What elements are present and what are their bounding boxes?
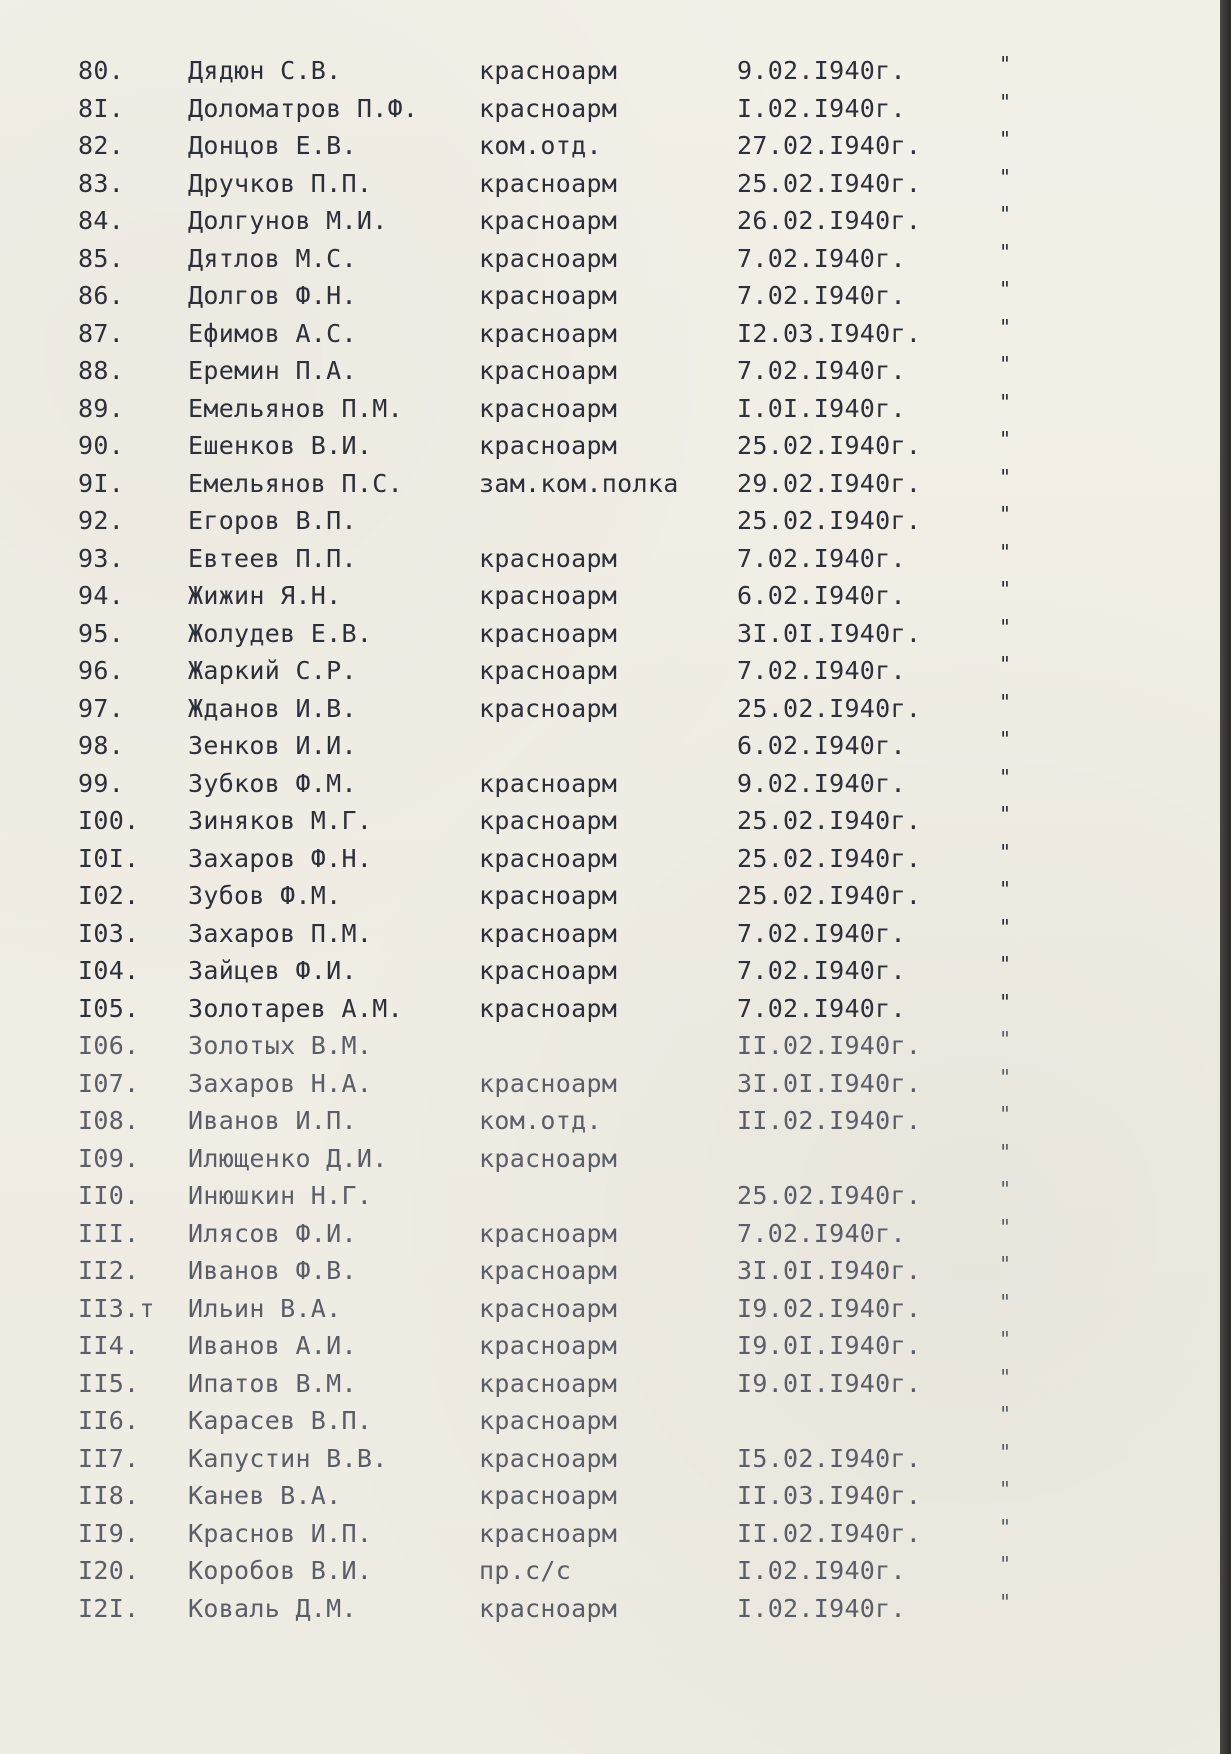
person-name: Дятлов М.С. — [188, 243, 357, 273]
person-rank: красноарм — [479, 956, 618, 985]
ditto-mark: " — [999, 952, 1012, 976]
row-number: II6. — [78, 1406, 140, 1435]
ditto-mark: " — [999, 839, 1012, 864]
row-number: I00. — [78, 806, 140, 835]
row-number: 87. — [78, 318, 125, 348]
ditto-mark: " — [999, 577, 1012, 601]
row-number: 84. — [78, 206, 125, 235]
list-row — [0, 202, 1220, 240]
person-rank: красноарм — [479, 1256, 618, 1285]
list-row — [0, 1215, 1220, 1253]
person-name: Карасев В.П. — [188, 1406, 373, 1435]
row-number: I03. — [78, 918, 140, 948]
ditto-mark: " — [999, 202, 1012, 226]
person-rank: красноарм — [479, 318, 618, 348]
event-date: II.02.I940г. — [737, 1106, 922, 1135]
person-rank: красноарм — [479, 1518, 618, 1548]
person-rank: красноарм — [479, 693, 618, 723]
ditto-mark: " — [999, 802, 1012, 826]
list-row — [0, 615, 1220, 653]
person-name: Золотых В.М. — [188, 1031, 373, 1060]
event-date: I5.02.I940г. — [737, 1443, 922, 1473]
person-name: Захаров Ф.Н. — [188, 843, 373, 873]
event-date: 29.02.I940г. — [737, 468, 922, 498]
row-number: 83. — [78, 168, 125, 198]
list-row — [0, 427, 1220, 465]
ditto-mark: " — [999, 464, 1012, 489]
person-name: Доломатров П.Ф. — [188, 93, 419, 123]
ditto-mark: " — [999, 1252, 1012, 1276]
row-number: 98. — [78, 731, 125, 760]
person-name: Илющенко Д.И. — [188, 1143, 388, 1173]
person-rank: красноарм — [479, 281, 618, 310]
event-date: I9.0I.I940г. — [737, 1331, 922, 1360]
list-row — [0, 352, 1220, 390]
list-row — [0, 1102, 1220, 1140]
event-date: 27.02.I940г. — [737, 131, 922, 160]
event-date: 7.02.I940г. — [737, 543, 906, 573]
row-number: I06. — [78, 1031, 140, 1060]
list-row — [0, 52, 1220, 90]
list-row — [0, 690, 1220, 728]
person-rank: красноарм — [479, 843, 618, 873]
list-row — [0, 1515, 1220, 1553]
ditto-mark: " — [999, 1552, 1012, 1576]
ditto-mark: " — [999, 239, 1012, 264]
person-name: Егоров В.П. — [188, 506, 357, 535]
ditto-mark: " — [999, 52, 1012, 76]
person-name: Золотарев А.М. — [188, 993, 403, 1023]
list-row — [0, 840, 1220, 878]
event-date: I.02.I940г. — [737, 1593, 906, 1623]
row-number: 89. — [78, 393, 125, 423]
ditto-mark: " — [999, 1139, 1012, 1164]
event-date: 7.02.I940г. — [737, 993, 906, 1023]
list-row — [0, 1252, 1220, 1290]
event-date: 7.02.I940г. — [737, 956, 906, 985]
person-rank: красноарм — [479, 543, 618, 573]
event-date: I.02.I940г. — [737, 93, 906, 123]
list-row — [0, 727, 1220, 765]
row-number: 95. — [78, 618, 125, 648]
person-rank: красноарм — [479, 1331, 618, 1360]
row-number: II2. — [78, 1256, 140, 1285]
person-name: Дядюн С.В. — [188, 56, 342, 85]
row-number: 92. — [78, 506, 125, 535]
person-name: Инюшкин Н.Г. — [188, 1181, 373, 1210]
ditto-mark: " — [999, 1327, 1012, 1351]
ditto-mark: " — [999, 877, 1012, 901]
ditto-mark: " — [999, 164, 1012, 189]
list-row — [0, 802, 1220, 840]
event-date: 7.02.I940г. — [737, 1218, 906, 1248]
page-edge-shadow — [1220, 0, 1231, 1754]
event-date: 7.02.I940г. — [737, 281, 906, 310]
row-number: 88. — [78, 356, 125, 385]
row-number: II4. — [78, 1331, 140, 1360]
ditto-mark: " — [999, 1439, 1012, 1464]
person-name: Краснов И.П. — [188, 1518, 373, 1548]
list-row — [0, 952, 1220, 990]
person-name: Еремин П.А. — [188, 356, 357, 385]
person-name: Илясов Ф.И. — [188, 1218, 357, 1248]
event-date: I.0I.I940г. — [737, 393, 906, 423]
person-name: Евтеев П.П. — [188, 543, 357, 573]
person-name: Ипатов В.М. — [188, 1368, 357, 1398]
event-date: 25.02.I940г. — [737, 806, 922, 835]
list-row — [0, 540, 1220, 578]
event-date: 25.02.I940г. — [737, 168, 922, 198]
person-rank: красноарм — [479, 918, 618, 948]
person-rank: красноарм — [479, 206, 618, 235]
person-name: Зубов Ф.М. — [188, 881, 342, 910]
ditto-mark: " — [999, 764, 1012, 789]
row-number: 9I. — [78, 468, 125, 498]
person-rank: красноарм — [479, 1481, 618, 1510]
row-number: 85. — [78, 243, 125, 273]
person-rank: красноарм — [479, 168, 618, 198]
person-name: Захаров Н.А. — [188, 1068, 373, 1098]
event-date: I9.0I.I940г. — [737, 1368, 922, 1398]
list-row — [0, 502, 1220, 540]
row-number: I04. — [78, 956, 140, 985]
person-name: Жолудев Е.В. — [188, 618, 373, 648]
person-rank: ком.отд. — [479, 1106, 602, 1135]
row-number: I09. — [78, 1143, 140, 1173]
list-row — [0, 915, 1220, 953]
list-row — [0, 877, 1220, 915]
list-row — [0, 765, 1220, 803]
person-rank: красноарм — [479, 243, 618, 273]
event-date: 3I.0I.I940г. — [737, 1068, 922, 1098]
ditto-mark: " — [999, 1177, 1012, 1201]
list-row — [0, 1402, 1220, 1440]
event-date: 25.02.I940г. — [737, 881, 922, 910]
person-rank: пр.с/с — [479, 1556, 572, 1585]
list-row — [0, 652, 1220, 690]
person-rank: красноарм — [479, 1593, 618, 1623]
person-name: Зайцев Ф.И. — [188, 956, 357, 985]
list-row — [0, 1477, 1220, 1515]
event-date: 6.02.I940г. — [737, 731, 906, 760]
person-name: Дручков П.П. — [188, 168, 373, 198]
person-name: Донцов Е.В. — [188, 131, 357, 160]
row-number: 8I. — [78, 93, 125, 123]
list-row — [0, 390, 1220, 428]
list-row — [0, 1177, 1220, 1215]
event-date: 25.02.I940г. — [737, 506, 922, 535]
row-number: 86. — [78, 281, 125, 310]
person-rank: красноарм — [479, 56, 618, 85]
person-rank: красноарм — [479, 93, 618, 123]
event-date: 9.02.I940г. — [737, 56, 906, 85]
person-name: Ефимов А.С. — [188, 318, 357, 348]
person-name: Жижин Я.Н. — [188, 581, 342, 610]
person-name: Емельянов П.С. — [188, 468, 403, 498]
row-number: II7. — [78, 1443, 140, 1473]
list-row — [0, 240, 1220, 278]
person-rank: красноарм — [479, 356, 618, 385]
ditto-mark: " — [999, 652, 1012, 676]
person-name: Коробов В.И. — [188, 1556, 373, 1585]
row-number: I08. — [78, 1106, 140, 1135]
event-date: 25.02.I940г. — [737, 843, 922, 873]
person-name: Иванов Ф.В. — [188, 1256, 357, 1285]
row-number: II8. — [78, 1481, 140, 1510]
row-number: I20. — [78, 1556, 140, 1585]
row-number: 93. — [78, 543, 125, 573]
event-date: I.02.I940г. — [737, 1556, 906, 1585]
person-name: Долгов Ф.Н. — [188, 281, 357, 310]
list-row — [0, 90, 1220, 128]
row-number: II5. — [78, 1368, 140, 1398]
list-row — [0, 1065, 1220, 1103]
person-name: Зиняков М.Г. — [188, 806, 373, 835]
list-row — [0, 1440, 1220, 1478]
person-name: Иванов А.И. — [188, 1331, 357, 1360]
list-row — [0, 465, 1220, 503]
event-date: 9.02.I940г. — [737, 768, 906, 798]
person-name: Капустин В.В. — [188, 1443, 388, 1473]
person-name: Долгунов М.И. — [188, 206, 388, 235]
ditto-mark: " — [999, 314, 1012, 339]
event-date: II.03.I940г. — [737, 1481, 922, 1510]
person-rank: красноарм — [479, 1368, 618, 1398]
ditto-mark: " — [999, 1027, 1012, 1051]
person-rank: красноарм — [479, 1143, 618, 1173]
ditto-mark: " — [999, 914, 1012, 939]
event-date: 7.02.I940г. — [737, 356, 906, 385]
list-row — [0, 277, 1220, 315]
event-date: 6.02.I940г. — [737, 581, 906, 610]
person-rank: красноарм — [479, 1293, 618, 1323]
person-rank: красноарм — [479, 393, 618, 423]
ditto-mark: " — [999, 1102, 1012, 1126]
ditto-mark: " — [999, 1402, 1012, 1426]
row-number: II3.т — [78, 1293, 155, 1323]
person-name: Жаркий С.Р. — [188, 656, 357, 685]
ditto-mark: " — [999, 727, 1012, 751]
ditto-mark: " — [999, 1514, 1012, 1539]
row-number: I07. — [78, 1068, 140, 1098]
ditto-mark: " — [999, 427, 1012, 451]
event-date: I9.02.I940г. — [737, 1293, 922, 1323]
ditto-mark: " — [999, 352, 1012, 376]
list-row — [0, 1027, 1220, 1065]
list-row — [0, 1552, 1220, 1590]
ditto-mark: " — [999, 1289, 1012, 1314]
ditto-mark: " — [999, 539, 1012, 564]
list-row — [0, 1140, 1220, 1178]
row-number: II9. — [78, 1518, 140, 1548]
row-number: 90. — [78, 431, 125, 460]
person-rank: ком.отд. — [479, 131, 602, 160]
person-rank: красноарм — [479, 1443, 618, 1473]
ditto-mark: " — [999, 1064, 1012, 1089]
person-rank: красноарм — [479, 1068, 618, 1098]
person-name: Захаров П.М. — [188, 918, 373, 948]
event-date: 7.02.I940г. — [737, 918, 906, 948]
event-date: 25.02.I940г. — [737, 1181, 922, 1210]
person-rank: красноарм — [479, 1218, 618, 1248]
row-number: 97. — [78, 693, 125, 723]
person-rank: красноарм — [479, 431, 618, 460]
list-row — [0, 165, 1220, 203]
event-date: 7.02.I940г. — [737, 243, 906, 273]
person-name: Коваль Д.М. — [188, 1593, 357, 1623]
person-rank: красноарм — [479, 618, 618, 648]
event-date: 25.02.I940г. — [737, 693, 922, 723]
event-date: 7.02.I940г. — [737, 656, 906, 685]
list-row — [0, 1365, 1220, 1403]
event-date: II.02.I940г. — [737, 1031, 922, 1060]
row-number: I2I. — [78, 1593, 140, 1623]
ditto-mark: " — [999, 1589, 1012, 1614]
event-date: 26.02.I940г. — [737, 206, 922, 235]
list-row — [0, 1327, 1220, 1365]
person-rank: красноарм — [479, 881, 618, 910]
event-date: II.02.I940г. — [737, 1518, 922, 1548]
row-number: 94. — [78, 581, 125, 610]
event-date: I2.03.I940г. — [737, 318, 922, 348]
list-row — [0, 990, 1220, 1028]
row-number: I0I. — [78, 843, 140, 873]
person-rank: красноарм — [479, 806, 618, 835]
list-row — [0, 127, 1220, 165]
row-number: I02. — [78, 881, 140, 910]
ditto-mark: " — [999, 689, 1012, 714]
ditto-mark: " — [999, 1364, 1012, 1389]
person-name: Ешенков В.И. — [188, 431, 373, 460]
person-rank: красноарм — [479, 1406, 618, 1435]
person-rank: красноарм — [479, 768, 618, 798]
row-number: 99. — [78, 768, 125, 798]
ditto-mark: " — [999, 989, 1012, 1014]
row-number: III. — [78, 1218, 140, 1248]
person-name: Канев В.А. — [188, 1481, 342, 1510]
row-number: 80. — [78, 56, 125, 85]
event-date: 25.02.I940г. — [737, 431, 922, 460]
person-name: Зубков Ф.М. — [188, 768, 357, 798]
person-name: Иванов И.П. — [188, 1106, 357, 1135]
ditto-mark: " — [999, 89, 1012, 114]
person-name: Ильин В.А. — [188, 1293, 342, 1323]
ditto-mark: " — [999, 502, 1012, 526]
ditto-mark: " — [999, 1477, 1012, 1501]
list-row — [0, 1290, 1220, 1328]
list-row — [0, 315, 1220, 353]
person-rank: красноарм — [479, 581, 618, 610]
list-row — [0, 577, 1220, 615]
row-number: 96. — [78, 656, 125, 685]
person-name: Емельянов П.М. — [188, 393, 403, 423]
person-rank: зам.ком.полка — [479, 468, 679, 498]
row-number: II0. — [78, 1181, 140, 1210]
list-row — [0, 1590, 1220, 1628]
ditto-mark: " — [999, 614, 1012, 639]
ditto-mark: " — [999, 277, 1012, 301]
row-number: I05. — [78, 993, 140, 1023]
person-name: Жданов И.В. — [188, 693, 357, 723]
person-rank: красноарм — [479, 993, 618, 1023]
person-name: Зенков И.И. — [188, 731, 357, 760]
event-date: 3I.0I.I940г. — [737, 1256, 922, 1285]
ditto-mark: " — [999, 389, 1012, 414]
ditto-mark: " — [999, 127, 1012, 151]
person-rank: красноарм — [479, 656, 618, 685]
event-date: 3I.0I.I940г. — [737, 618, 922, 648]
ditto-mark: " — [999, 1214, 1012, 1239]
personnel-list — [0, 52, 1220, 1627]
row-number: 82. — [78, 131, 125, 160]
